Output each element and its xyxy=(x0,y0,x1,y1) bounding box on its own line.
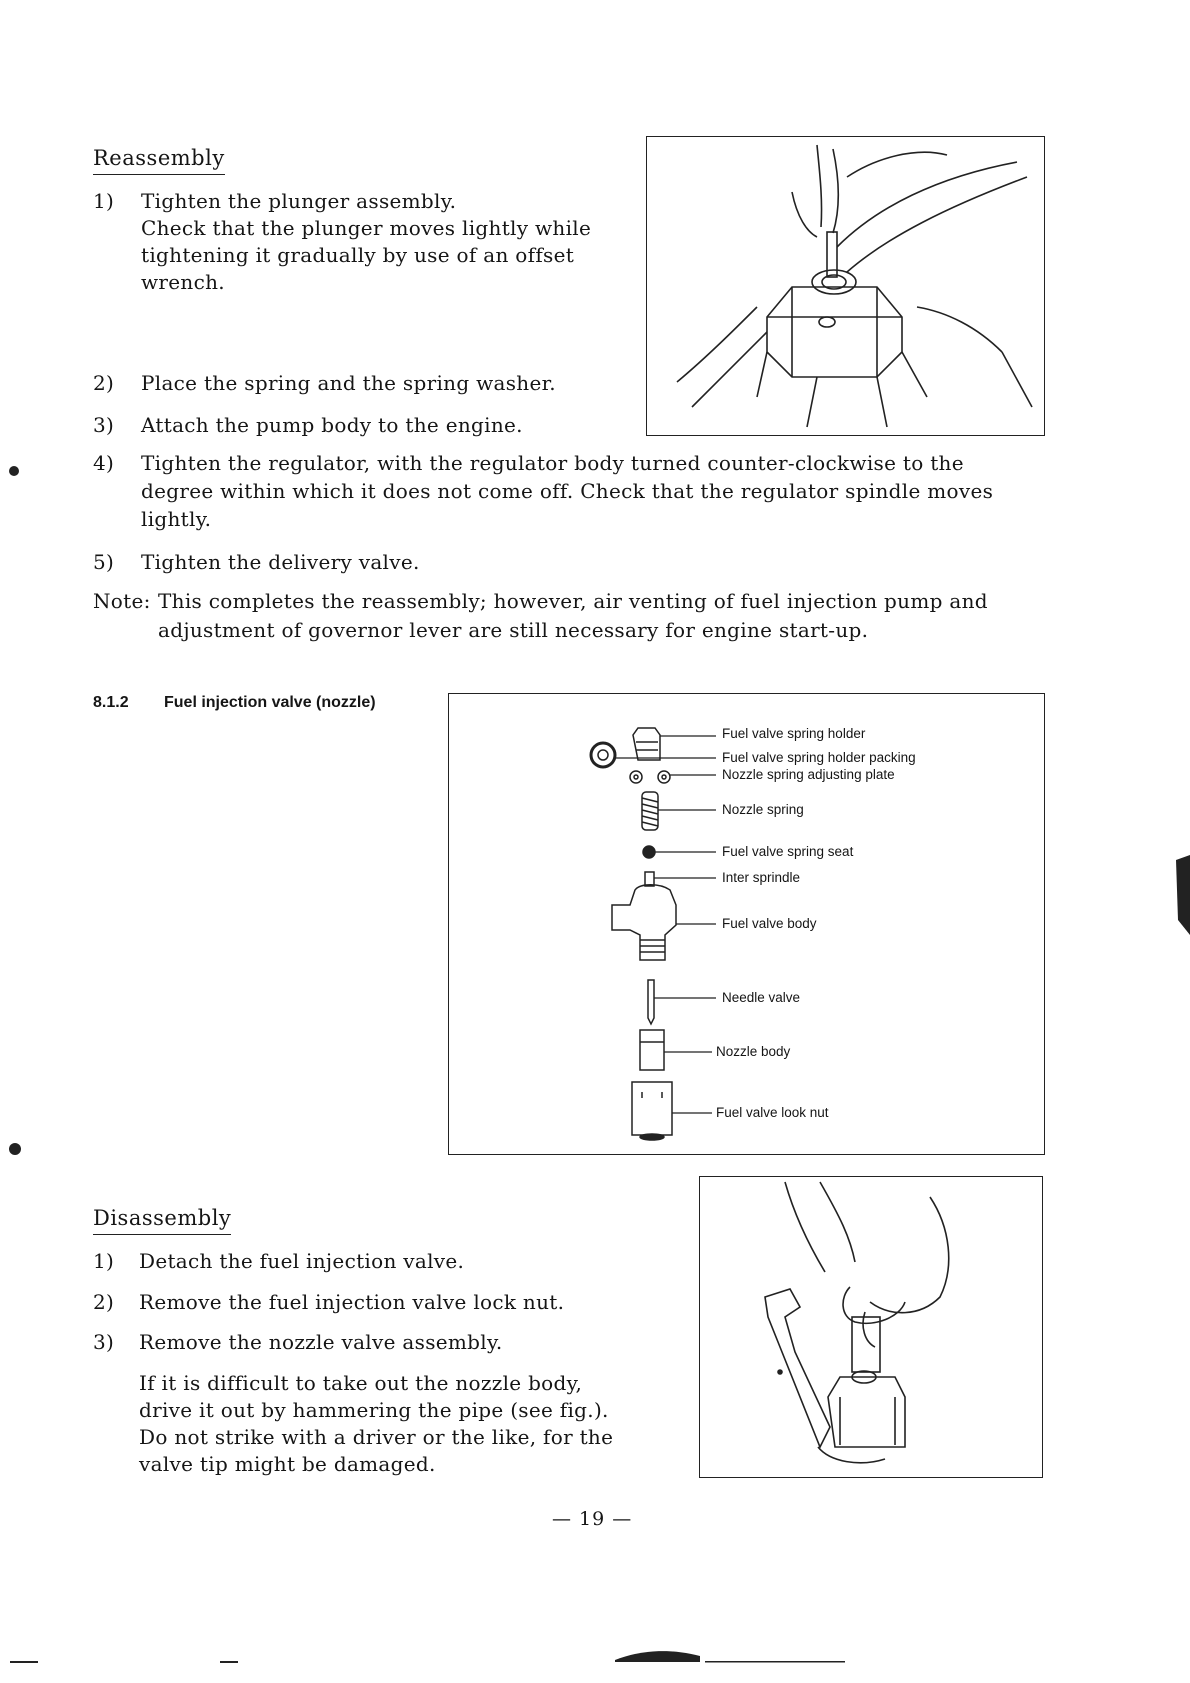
label-adjusting-plate: Nozzle spring adjusting plate xyxy=(722,767,895,782)
label-holder-packing: Fuel valve spring holder packing xyxy=(722,750,916,765)
step-text-line: Check that the plunger moves lightly while xyxy=(141,216,592,240)
page-number: — 19 — xyxy=(552,1508,633,1530)
step-number: 3) xyxy=(93,413,115,437)
section-number: 8.1.2 xyxy=(93,694,129,711)
reassembly-heading: Reassembly xyxy=(93,146,225,175)
note-text-line: adjustment of governor lever are still necessary for engine start-up. xyxy=(158,618,869,642)
extra-text-line: Do not strike with a driver or the like, for the xyxy=(139,1425,614,1449)
label-lock-nut: Fuel valve look nut xyxy=(716,1105,829,1120)
note-label: Note: xyxy=(93,589,151,613)
step-number: 5) xyxy=(93,550,115,574)
step-text-line: Detach the fuel injection valve. xyxy=(139,1249,465,1273)
step-number: 3) xyxy=(93,1330,115,1354)
step-text-line: Remove the fuel injection valve lock nut. xyxy=(139,1290,565,1314)
label-inter-spindle: Inter sprindle xyxy=(722,870,801,885)
extra-text-line: valve tip might be damaged. xyxy=(139,1452,436,1476)
step-text-line: degree within which it does not come off. Check that the regulator spindle moves xyxy=(141,479,994,503)
label-valve-body: Fuel valve body xyxy=(722,916,817,931)
step-text-line: Tighten the plunger assembly. xyxy=(141,189,457,213)
step-text-line: Remove the nozzle valve assembly. xyxy=(139,1330,503,1354)
note-text-line: This completes the reassembly; however, air venting of fuel injection pump and xyxy=(158,589,988,613)
label-spring-holder: Fuel valve spring holder xyxy=(722,726,866,741)
step-number: 1) xyxy=(93,189,115,213)
step-text-line: tightening it gradually by use of an offset xyxy=(141,243,575,267)
label-nozzle-body: Nozzle body xyxy=(716,1044,791,1059)
label-nozzle-spring: Nozzle spring xyxy=(722,802,804,817)
step-text-line: lightly. xyxy=(141,507,212,531)
disassembly-heading: Disassembly xyxy=(93,1206,231,1235)
step-text-line: wrench. xyxy=(141,270,225,294)
step-number: 2) xyxy=(93,371,115,395)
step-number: 2) xyxy=(93,1290,115,1314)
extra-text-line: drive it out by hammering the pipe (see fig.). xyxy=(139,1398,609,1422)
step-text-line: Tighten the regulator, with the regulator body turned counter-clockwise to the xyxy=(141,451,964,475)
step-number: 1) xyxy=(93,1249,115,1273)
step-number: 4) xyxy=(93,451,115,475)
label-needle-valve: Needle valve xyxy=(722,990,801,1005)
step-text-line: Place the spring and the spring washer. xyxy=(141,371,556,395)
label-spring-seat: Fuel valve spring seat xyxy=(722,844,854,859)
extra-text-line: If it is difficult to take out the nozzle body, xyxy=(139,1371,583,1395)
step-text-line: Tighten the delivery valve. xyxy=(141,550,420,574)
section-title: Fuel injection valve (nozzle) xyxy=(164,694,376,711)
step-text-line: Attach the pump body to the engine. xyxy=(141,413,523,437)
